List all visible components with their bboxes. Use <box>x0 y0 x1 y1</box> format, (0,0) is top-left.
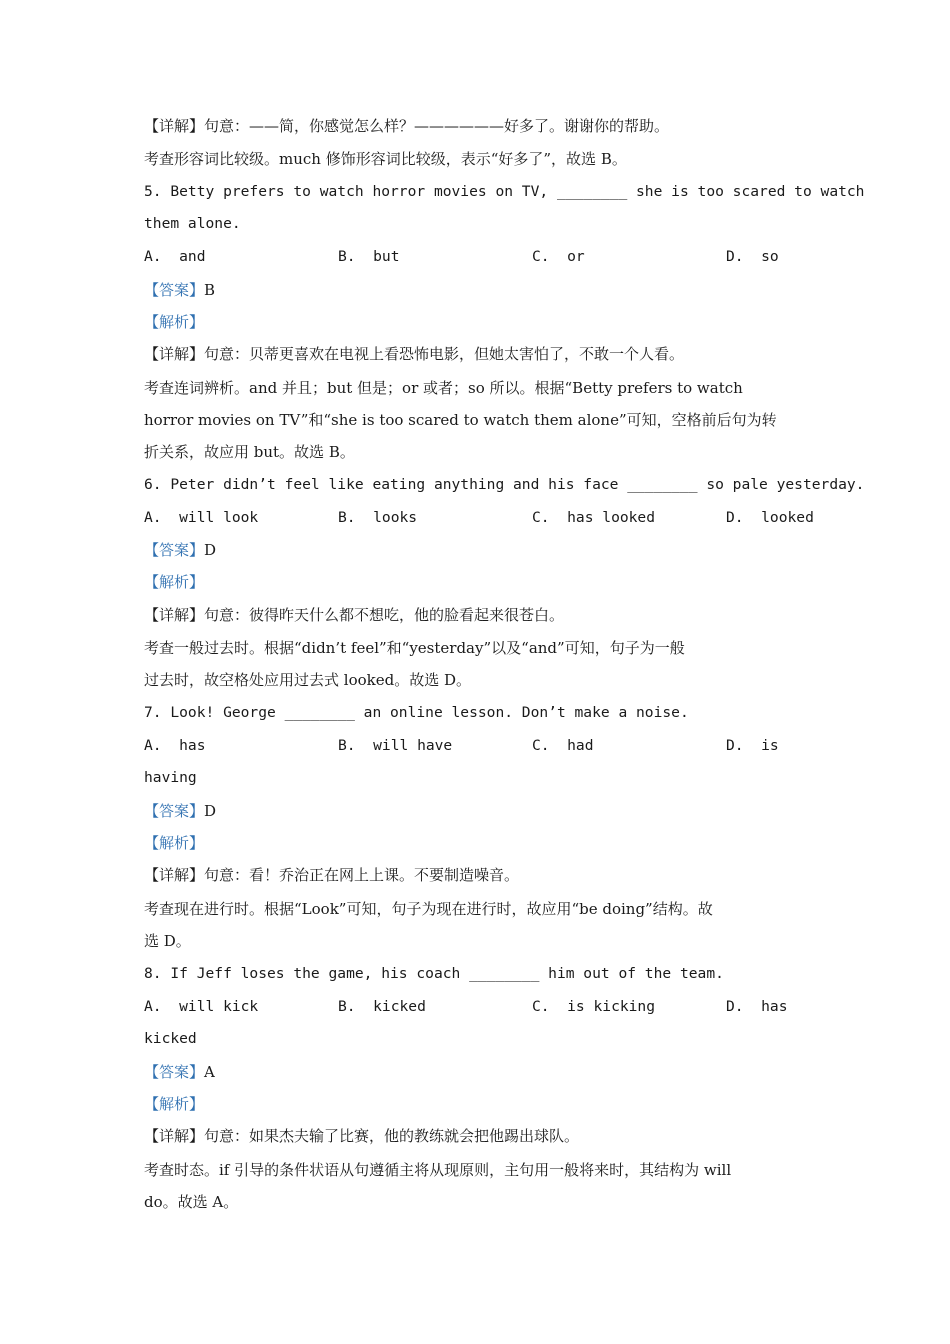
answer-option: C. is kicking <box>532 998 656 1015</box>
answer-option: C. or <box>532 248 585 265</box>
labeled-line <box>144 1125 579 1147</box>
section-tag: 【答案】 <box>144 802 205 820</box>
line-text: 8. If Jeff loses the game, his coach ________ him out of the team. <box>144 965 724 982</box>
section-tag: 【解析】 <box>144 834 205 852</box>
line-text: kicked <box>144 1030 197 1047</box>
answer-option: A. will look <box>144 509 259 526</box>
text-line <box>144 474 864 496</box>
section-tag: 【详解】 <box>144 345 205 363</box>
line-text: 过去时，故空格处应用过去式 looked。故选 D。 <box>144 671 471 689</box>
line-text: 考查连词辨析。and 并且；but 但是；or 或者；so 所以。根据“Betty prefers to watch <box>144 379 743 397</box>
answer-option: B. looks <box>338 509 418 526</box>
answer-option: C. had <box>532 737 594 754</box>
labeled-line <box>144 1093 204 1115</box>
text-line <box>144 767 197 789</box>
line-text: A <box>204 1063 215 1081</box>
section-tag: 【答案】 <box>144 281 205 299</box>
answer-option: C. has looked <box>532 509 656 526</box>
labeled-line <box>144 539 216 561</box>
text-line <box>144 441 355 463</box>
labeled-line <box>144 115 669 137</box>
section-tag: 【详解】 <box>144 606 205 624</box>
line-text: B <box>204 281 216 299</box>
section-tag: 【答案】 <box>144 1063 205 1081</box>
labeled-line <box>144 604 564 626</box>
line-text: D <box>204 541 217 559</box>
answer-option: B. but <box>338 248 400 265</box>
labeled-line <box>144 311 204 333</box>
text-line <box>144 181 864 203</box>
section-tag: 【详解】 <box>144 117 205 135</box>
section-tag: 【答案】 <box>144 541 205 559</box>
line-text: 句意：贝蒂更喜欢在电视上看恐怖电影，但她太害怕了，不敢一个人看。 <box>204 345 685 363</box>
line-text: them alone. <box>144 215 241 232</box>
line-text: horror movies on TV”和“she is too scared to watch them alone”可知，空格前后句为转 <box>144 411 777 429</box>
text-line <box>144 148 627 170</box>
text-line <box>144 1159 731 1181</box>
line-text: 句意：看！乔治正在网上上课。不要制造噪音。 <box>204 866 520 884</box>
text-line <box>144 409 777 431</box>
line-text: do。故选 A。 <box>144 1193 239 1211</box>
answer-option: D. is <box>726 737 779 754</box>
line-text: 6. Peter didn’t feel like eating anything and his face ________ so pale yesterday. <box>144 476 865 493</box>
section-tag: 【解析】 <box>144 313 205 331</box>
answer-option: A. will kick <box>144 998 259 1015</box>
line-text: 句意：彼得昨天什么都不想吃，他的脸看起来很苍白。 <box>204 606 565 624</box>
answer-option: A. has <box>144 737 206 754</box>
labeled-line <box>144 1061 215 1083</box>
answer-option: D. has <box>726 998 788 1015</box>
labeled-line <box>144 832 204 854</box>
answer-option: D. so <box>726 248 779 265</box>
text-line <box>144 898 713 920</box>
line-text: 5. Betty prefers to watch horror movies on TV, ________ she is too scared to watch <box>144 183 865 200</box>
line-text: 考查一般过去时。根据“didn’t feel”和“yesterday”以及“and”可知，句子为一般 <box>144 639 685 657</box>
text-line <box>144 702 689 724</box>
text-line <box>144 637 685 659</box>
text-line <box>144 1191 238 1213</box>
text-line <box>144 669 471 691</box>
answer-option: B. kicked <box>338 998 426 1015</box>
text-line <box>144 930 191 952</box>
line-text: 句意：如果杰夫输了比赛，他的教练就会把他踢出球队。 <box>204 1127 580 1145</box>
labeled-line <box>144 279 215 301</box>
text-line <box>144 1028 197 1050</box>
line-text: 句意：——简，你感觉怎么样？——————好多了。谢谢你的帮助。 <box>204 117 670 135</box>
labeled-line <box>144 343 684 365</box>
line-text: 折关系，故应用 but。故选 B。 <box>144 443 355 461</box>
labeled-line <box>144 864 519 886</box>
text-line <box>144 213 241 235</box>
line-text: 考查现在进行时。根据“Look”可知，句子为现在进行时，故应用“be doing”结构。故 <box>144 900 713 918</box>
section-tag: 【解析】 <box>144 573 205 591</box>
text-line <box>144 377 743 399</box>
section-tag: 【详解】 <box>144 1127 205 1145</box>
labeled-line <box>144 800 216 822</box>
line-text: having <box>144 769 197 786</box>
text-line <box>144 963 724 985</box>
line-text: 考查形容词比较级。much 修饰形容词比较级，表示“好多了”，故选 B。 <box>144 150 627 168</box>
line-text: D <box>204 802 217 820</box>
line-text: 考查时态。if 引导的条件状语从句遵循主将从现原则，主句用一般将来时，其结构为 will <box>144 1161 732 1179</box>
line-text: 7. Look! George ________ an online lesson. Don’t make a noise. <box>144 704 689 721</box>
section-tag: 【解析】 <box>144 1095 205 1113</box>
line-text: 选 D。 <box>144 932 191 950</box>
answer-option: B. will have <box>338 737 453 754</box>
answer-option: A. and <box>144 248 206 265</box>
answer-option: D. looked <box>726 509 814 526</box>
labeled-line <box>144 571 204 593</box>
section-tag: 【详解】 <box>144 866 205 884</box>
